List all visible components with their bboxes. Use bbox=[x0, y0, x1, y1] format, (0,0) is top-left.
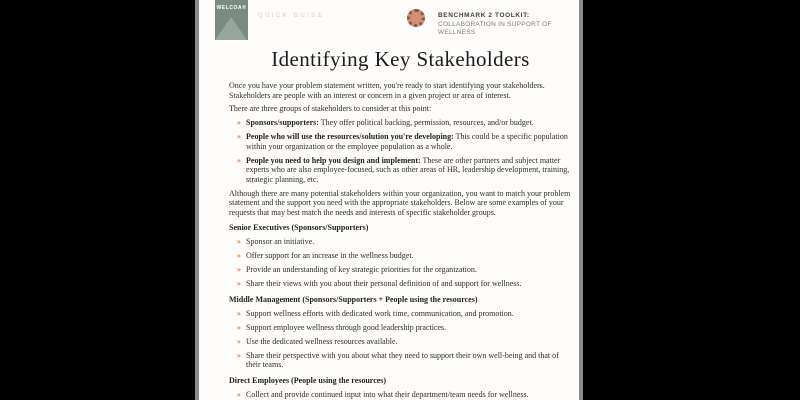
stakeholder-groups-list bbox=[229, 118, 572, 184]
benchmark-toolkit-title: BENCHMARK 2 TOOLKIT: bbox=[438, 12, 530, 19]
list-item bbox=[237, 265, 572, 275]
bullet-marker-icon: » bbox=[237, 237, 241, 246]
benchmark-caption bbox=[438, 12, 579, 37]
bullet-lead: People who will use the resources/solution you're developing: bbox=[246, 132, 454, 141]
quick-guide-label: QUICK GUIDE bbox=[258, 13, 325, 19]
bullet-text bbox=[246, 156, 572, 185]
bullet-text: Share their perspective with you about what they need to support their own well-being and that of their teams. bbox=[246, 350, 559, 369]
direct-employees-list bbox=[229, 390, 572, 400]
bullet-marker-icon: » bbox=[237, 118, 241, 127]
document-header bbox=[199, 0, 579, 42]
document-body bbox=[199, 40, 579, 400]
bullet-text: Support employee wellness through good leadership practices. bbox=[246, 322, 447, 332]
benchmark-toolkit-subtitle: COLLABORATION IN SUPPORT OF WELLNESS bbox=[438, 21, 552, 36]
welcoa-ribbon-logo-icon bbox=[215, 0, 248, 40]
bullet-body: This could be a specific population within your organization or the employee population as a whole. bbox=[246, 132, 568, 151]
page-frame bbox=[195, 0, 583, 400]
list-item bbox=[237, 132, 572, 151]
bullet-text: Provide an understanding of key strategic priorities for the organization. bbox=[246, 265, 477, 274]
bullet-marker-icon: » bbox=[237, 279, 241, 288]
list-item bbox=[237, 118, 572, 128]
senior-executives-list bbox=[229, 237, 572, 289]
bullet-lead: People you need to help you design and implement: bbox=[246, 155, 421, 165]
section-heading-middle-management: Middle Management (Sponsors/Supporters + People using the resources) bbox=[229, 294, 478, 304]
bullet-marker-icon: » bbox=[237, 265, 241, 274]
list-item bbox=[237, 279, 572, 289]
list-item bbox=[237, 237, 572, 247]
benchmark-medallion-icon bbox=[407, 9, 425, 27]
bullet-lead: Sponsors/supporters: bbox=[246, 118, 319, 127]
bullet-text bbox=[246, 132, 572, 151]
bullet-marker-icon: » bbox=[237, 155, 241, 165]
bullet-marker-icon: » bbox=[237, 322, 241, 332]
list-item bbox=[237, 323, 572, 333]
bullet-text: Support wellness efforts with dedicated work time, communication, and promotion. bbox=[246, 308, 514, 318]
bullet-marker-icon: » bbox=[237, 132, 241, 141]
list-item bbox=[237, 309, 572, 319]
bullet-body: They offer political backing, permission, resources, and/or budget. bbox=[320, 118, 534, 127]
bullet-text: Sponsor an initiative. bbox=[246, 237, 315, 246]
bullet-body: These are other partners and subject matter experts who are also employee-focused, such as other areas of HR, leadership development, training, strategic planning, etc. bbox=[246, 155, 570, 184]
bullet-text: Share their views with you about their personal definition of and support for wellness. bbox=[246, 279, 522, 288]
list-item bbox=[237, 156, 572, 185]
bullet-text: Collect and provide continued input into what their department/team needs for wellness. bbox=[246, 389, 529, 399]
list-item bbox=[237, 351, 572, 370]
bullet-marker-icon: » bbox=[237, 251, 241, 260]
bullet-marker-icon: » bbox=[237, 336, 241, 346]
matching-paragraph: Although there are many potential stakeholders within your organization, you want to match your problem statement and the support you need with the appropriate stakeholders. Below are some examples of your requests that may best match the needs and interests of specific stakeholder groups. bbox=[229, 188, 571, 217]
list-item bbox=[237, 337, 572, 347]
document-page bbox=[199, 0, 579, 400]
list-item bbox=[237, 390, 572, 400]
page-title: Identifying Key Stakeholders bbox=[271, 47, 530, 71]
section-heading-senior-executives: Senior Executives (Sponsors/Supporters) bbox=[229, 223, 369, 232]
bullet-text: Use the dedicated wellness resources available. bbox=[246, 336, 398, 346]
bullet-marker-icon: » bbox=[237, 389, 241, 399]
bullet-text: Offer support for an increase in the wellness budget. bbox=[246, 251, 414, 260]
ribbon-chevron-icon bbox=[215, 17, 247, 40]
middle-management-list bbox=[229, 309, 572, 370]
bullet-text bbox=[246, 118, 534, 128]
intro-paragraph-2: There are three groups of stakeholders to consider at this point: bbox=[229, 104, 432, 113]
brand-name: WELCOA® bbox=[216, 5, 247, 11]
section-heading-direct-employees: Direct Employees (People using the resources) bbox=[229, 375, 387, 385]
list-item bbox=[237, 251, 572, 261]
intro-paragraph-1: Once you have your problem statement written, you're ready to start identifying your stakeholders. Stakeholders are people with an interest or concern in a given project or area of interest. bbox=[229, 81, 545, 100]
bullet-marker-icon: » bbox=[237, 350, 241, 360]
bullet-marker-icon: » bbox=[237, 308, 241, 318]
